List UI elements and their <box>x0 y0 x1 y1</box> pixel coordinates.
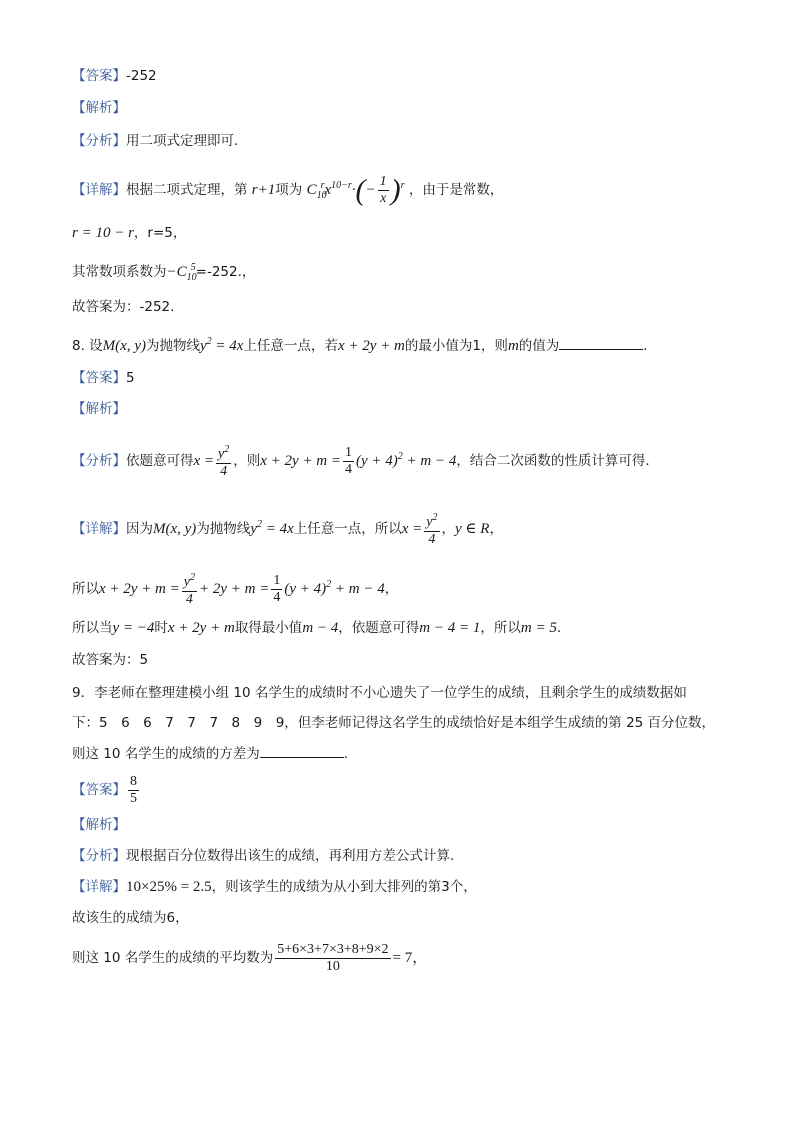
q8-fenxi-expr: x + 2y + m = <box>260 453 342 469</box>
q9-fenxi-text: 现根据百分位数得出该生的成绩，再利用方差公式计算. <box>126 848 455 864</box>
q8-final-text: 故答案为：5 <box>72 652 149 668</box>
fenxi-tag: 【分析】 <box>72 133 126 149</box>
q9-detail-line <box>72 877 477 897</box>
q8-analysis-line <box>72 399 126 419</box>
answer-tag: 【答案】 <box>72 68 126 84</box>
q8-dang-e: ，所以 <box>480 620 521 636</box>
q7-coef-expr: $-C_{10}^5$ <box>166 262 197 283</box>
detail-tag: 【详解】 <box>72 182 126 198</box>
q9-stem-end: . <box>343 746 349 762</box>
q8-suoyi-a: 所以 <box>72 581 99 597</box>
q8-stem <box>72 332 648 356</box>
q9-stem-text-1: 9．李老师在整理建模小组 10 名学生的成绩时不小心遗失了一位学生的成绩，且剩余学生的成绩数据如 <box>72 685 687 701</box>
q8-dang-y: y = −4 <box>112 620 155 636</box>
q7-coef-value: =-252.， <box>195 264 256 280</box>
q8-dang-b: 时 <box>154 620 168 636</box>
detail-tag: 【详解】 <box>72 879 126 895</box>
q7-fenxi-text: 用二项式定理即可. <box>126 133 239 149</box>
q9-stem-3 <box>72 743 348 764</box>
q9-analysis-line <box>72 815 126 835</box>
q8-fenxi-c: ，结合二次函数的性质计算可得. <box>456 453 650 469</box>
q8-detail-b: 为抛物线 <box>196 521 251 537</box>
q8-answer-value: 5 <box>126 370 135 386</box>
q8-suoyi-lhs: x + 2y + m = <box>99 581 180 597</box>
q8-fenxi-quarter: $\frac{1}{4}$ <box>345 444 353 477</box>
q8-detail-c: 上任意一点，所以 <box>293 521 402 537</box>
q7-fenxi-line <box>72 131 238 151</box>
q8-dang-c: 取得最小值 <box>234 620 303 636</box>
detail-tag: 【详解】 <box>72 521 126 537</box>
q8-parabola: $y^2 = 4x$ <box>199 336 244 354</box>
q9-stem-2 <box>72 713 715 733</box>
analysis-tag: 【解析】 <box>72 100 126 116</box>
q7-answer-value: -252 <box>126 68 157 84</box>
answer-tag: 【答案】 <box>72 370 126 386</box>
q9-mean-num: 5+6×3+7×3+8+9×2 <box>277 941 389 957</box>
q8-stem-c: 上任意一点，若 <box>243 338 338 354</box>
q8-detail-a: 因为 <box>126 521 153 537</box>
q7-final-text: 故答案为：-252. <box>72 299 175 315</box>
q7-equation: r = 10 − r <box>72 225 134 241</box>
q9-detail-calc: 10×25% = 2.5 <box>126 879 212 895</box>
q7-final <box>72 297 174 317</box>
q9-mean-frac <box>275 942 390 975</box>
q8-dang-eq: m − 4 = 1 <box>419 620 481 636</box>
q8-detail-d: ， <box>441 521 456 537</box>
q8-final <box>72 650 148 670</box>
q8-stem-a: 8. 设 <box>72 338 103 354</box>
q8-suoyi-line <box>72 565 398 609</box>
q7-detail-text-d: ，由于是常数， <box>408 182 504 198</box>
q8-stem-f: . <box>643 338 648 354</box>
q8-detail-line <box>72 505 503 549</box>
q7-detail-text-c: 项为 <box>275 182 303 198</box>
q9-line3-text: 则这 10 名学生的成绩的平均数为 <box>72 950 274 966</box>
q8-dang-m: m = 5 <box>520 620 557 636</box>
q8-dang-min: m − 4 <box>302 620 339 636</box>
q8-fenxi-line <box>72 437 650 481</box>
q8-stem-e: 的值为 <box>518 338 560 354</box>
q8-point: M(x, y) <box>102 338 146 354</box>
q8-dang-expr: x + 2y + m <box>167 620 235 636</box>
q8-fenxi-square: $(y + 4)^2 + m - 4$ <box>356 451 457 469</box>
analysis-tag: 【解析】 <box>72 817 126 833</box>
q9-stem-text-2: 下：5 6 6 7 7 7 8 9 9，但李老师记得这名学生的成绩恰好是本组学生成绩的第 25 百分位数， <box>72 715 716 731</box>
q7-term-index: r+1 <box>251 182 276 198</box>
q8-detail-frac: $\frac{y^2}{4}$ <box>426 512 438 547</box>
fenxi-tag: 【分析】 <box>72 848 126 864</box>
q8-answer-line <box>72 368 135 388</box>
q7-line3-text: 其常数项系数为 <box>72 264 167 280</box>
q8-detail-x: x = <box>401 521 423 537</box>
q9-stem-1 <box>72 683 687 703</box>
q7-analysis-line <box>72 98 126 118</box>
q8-dang-d: ，依题意可得 <box>338 620 420 636</box>
q8-detail-parabola: $y^2 = 4x$ <box>250 519 294 537</box>
q8-suoyi-frac: $\frac{y^2}{4}$ <box>183 572 195 607</box>
q9-mean-value: = 7， <box>392 950 428 966</box>
q8-dang-line <box>72 618 561 638</box>
q8-suoyi-rhs: $(y + 4)^2 + m - 4$ <box>284 579 385 597</box>
q8-dang-f: . <box>556 620 562 636</box>
q9-answer-blank <box>260 743 344 758</box>
q9-answer-frac <box>128 774 139 807</box>
q8-stem-d: 的最小值为1，则 <box>404 338 508 354</box>
q8-fenxi-frac: $\frac{y^2}{4}$ <box>218 444 230 479</box>
q7-detail-text-a: 根据二项式定理，第 <box>126 182 248 198</box>
analysis-tag: 【解析】 <box>72 401 126 417</box>
q7-general-term: $C_{10}^rx^{10-r}\cdot(-$ $\frac{1}{x}$ )$^r$ <box>306 173 405 207</box>
q8-fenxi-x: x = <box>193 453 215 469</box>
q9-detail-b: ，则该学生的成绩为从小到大排列的第3个， <box>211 879 477 895</box>
q8-answer-blank <box>559 335 643 350</box>
q9-line2 <box>72 908 189 928</box>
q7-line3 <box>72 258 255 288</box>
q8-suoyi-b: ， <box>384 581 399 597</box>
q8-fenxi-b: ，则 <box>233 453 261 469</box>
q9-line2-text: 故该生的成绩为6， <box>72 910 189 926</box>
q8-dang-a: 所以当 <box>72 620 113 636</box>
q8-m: m <box>507 338 519 354</box>
q9-fenxi-line <box>72 846 454 866</box>
q9-answer-num: 8 <box>130 773 137 789</box>
q8-suoyi-quarter: $\frac{1}{4}$ <box>273 572 281 605</box>
q9-mean-den: 10 <box>325 958 340 974</box>
q8-suoyi-mid: + 2y + m = <box>198 581 270 597</box>
answer-tag: 【答案】 <box>72 782 126 798</box>
q9-stem-text-3: 则这 10 名学生的成绩的方差为 <box>72 746 260 762</box>
q9-answer-line <box>72 770 141 810</box>
q8-expr: x + 2y + m <box>337 338 405 354</box>
q7-line2 <box>72 223 186 243</box>
q7-r-value: ，r=5， <box>133 225 187 241</box>
fenxi-tag: 【分析】 <box>72 453 126 469</box>
q7-detail-line <box>72 166 503 216</box>
q7-answer-line <box>72 66 157 86</box>
q8-stem-b: 为抛物线 <box>145 338 200 354</box>
q8-detail-point: M(x, y) <box>153 521 197 537</box>
q9-line3 <box>72 938 427 978</box>
q8-detail-domain: y ∈ R <box>455 521 490 537</box>
q8-detail-f: ， <box>489 521 503 537</box>
q8-fenxi-a: 依题意可得 <box>126 453 194 469</box>
q9-answer-den: 5 <box>130 790 137 806</box>
